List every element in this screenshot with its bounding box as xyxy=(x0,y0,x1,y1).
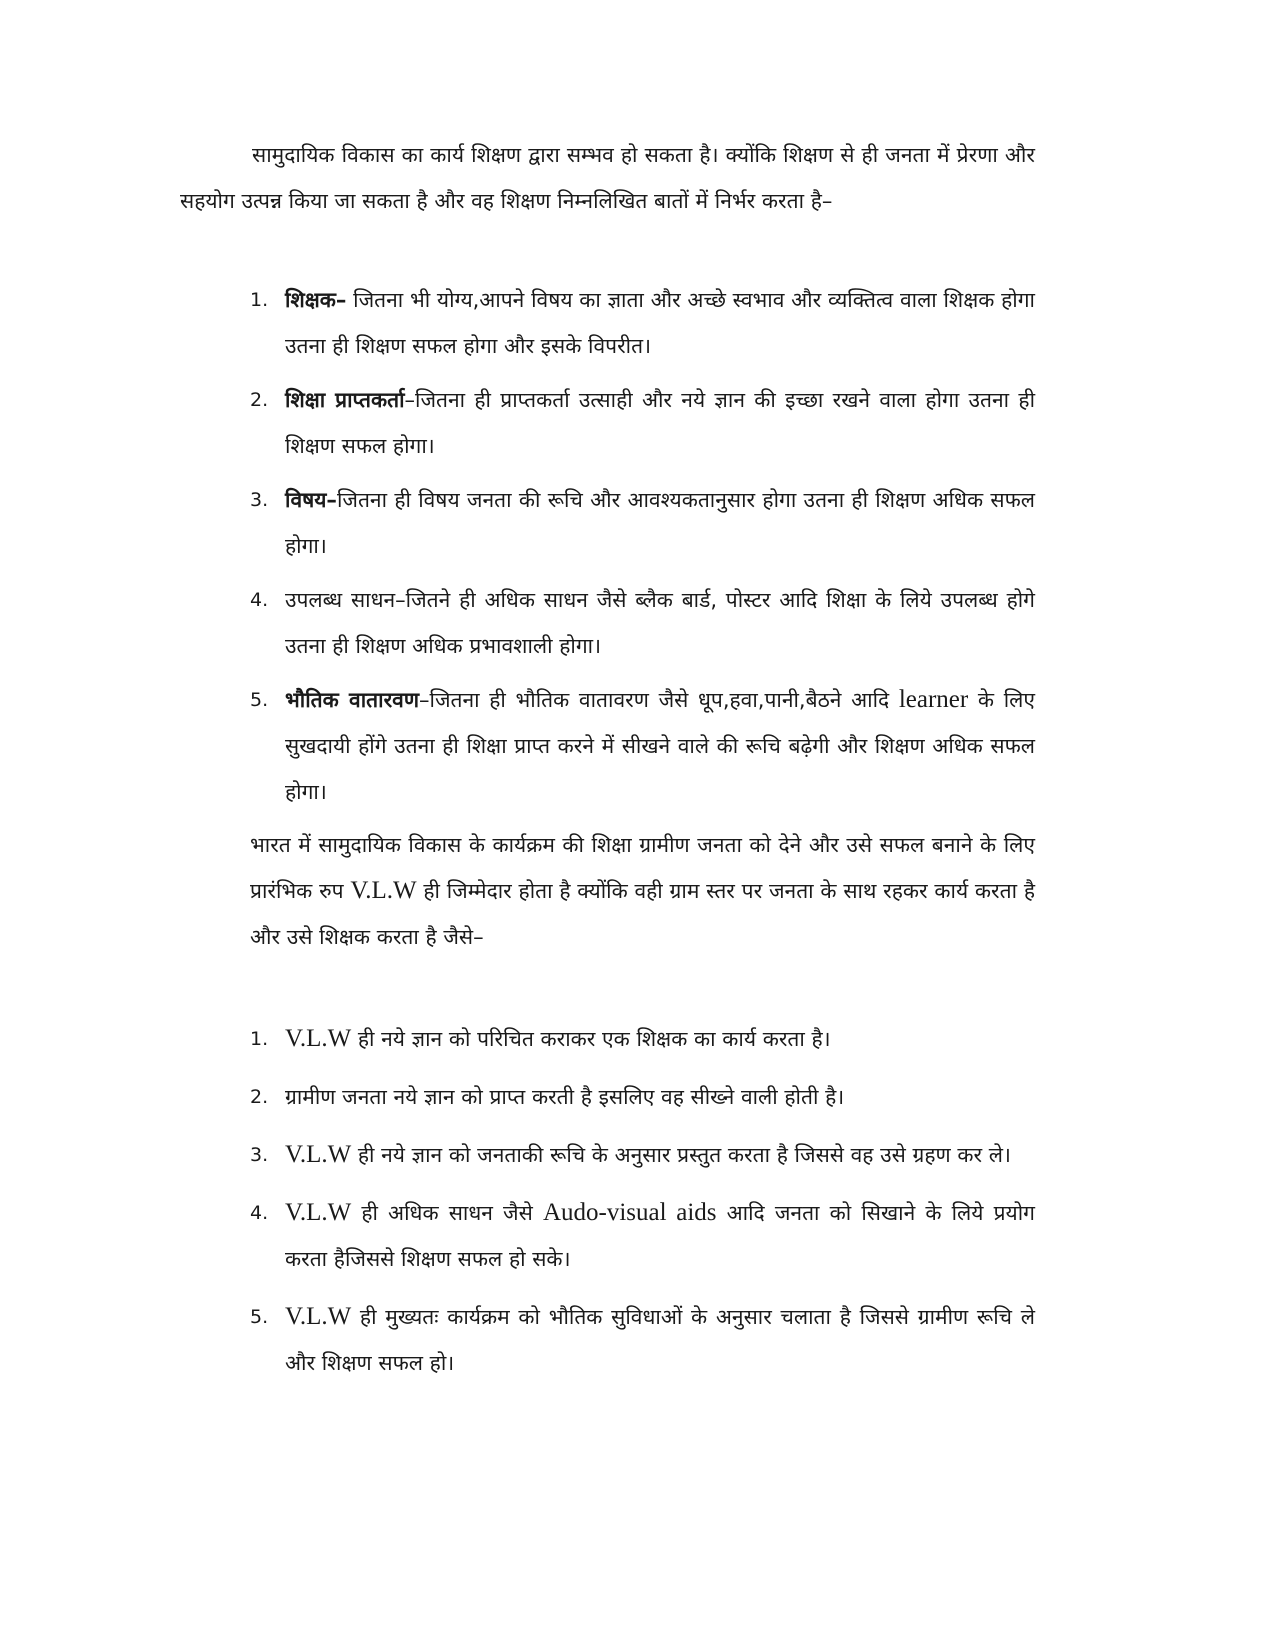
item-text-continued: आदि जनता को सिखाने के लिये प्रयोग करता हैजिससे शिक्षण सफल हो सके। xyxy=(285,1201,1035,1271)
item-text: ही नये ज्ञान को परिचित कराकर एक शिक्षक का कार्य करता है। xyxy=(351,1027,831,1051)
item-text: जितना भी योग्य,आपने विषय का ज्ञाता और अच्छे स्वभाव और व्यक्तित्व वाला शिक्षक होगा उतना ही शिक्षण सफल होगा और इसके विपरीत। xyxy=(285,288,1035,358)
item-text: –जितना ही भौतिक वातावरण जैसे धूप,हवा,पानी,बैठने आदि xyxy=(419,688,899,712)
intro-paragraph: सामुदायिक विकास का कार्य शिक्षण द्वारा सम्भव हो सकता है। क्योंकि शिक्षण से ही जनता में प्रेरणा और सहयोग उत्पन्न किया जा सकता है और वह शिक्षण निम्नलिखित बातों में निर्भर करता है– xyxy=(180,143,1035,213)
list-item xyxy=(250,577,1035,669)
item-number: 5. xyxy=(250,1306,269,1328)
item-term: भौतिक वातारवण xyxy=(285,688,420,712)
latin-term: learner xyxy=(898,686,969,713)
latin-term: V.L.W xyxy=(285,1025,352,1052)
latin-term: Audo-visual aids xyxy=(542,1199,717,1226)
item-text: ही अधिक साधन जैसे xyxy=(351,1201,543,1225)
list-item xyxy=(250,377,1035,469)
vlw-paragraph xyxy=(250,822,1035,960)
item-number: 4. xyxy=(250,589,269,611)
item-term: शिक्षा प्राप्तकर्ता xyxy=(285,388,405,412)
item-term: शिक्षक– xyxy=(285,288,347,312)
item-number: 1. xyxy=(250,1028,269,1050)
latin-term: V.L.W xyxy=(285,1303,352,1330)
item-text: जितना ही विषय जनता की रूचि और आवश्यकतानुसार होगा उतना ही शिक्षण अधिक सफल होगा। xyxy=(285,488,1035,558)
item-number: 4. xyxy=(250,1202,269,1224)
list-item xyxy=(250,1132,1035,1178)
latin-term: V.L.W xyxy=(285,1141,352,1168)
paragraph-text-continued: ही जिम्मेदार होता है क्योंकि वही ग्राम स्तर पर जनता के साथ रहकर कार्य करता है और उसे शिक्षक करता है जैसे– xyxy=(250,879,1035,949)
item-number: 1. xyxy=(250,289,269,311)
list-item xyxy=(250,277,1035,369)
list-item xyxy=(250,1016,1035,1062)
item-text: ही मुख्यतः कार्यक्रम को भौतिक सुविधाओं के अनुसार चलाता है जिससे ग्रामीण रूचि ले और शिक्षण सफल हो। xyxy=(285,1305,1035,1375)
item-number: 5. xyxy=(250,689,269,711)
item-number: 2. xyxy=(250,389,269,411)
factors-list xyxy=(250,277,1035,823)
list-item xyxy=(250,1074,1035,1120)
item-text: –जितना ही प्राप्तकर्ता उत्साही और नये ज्ञान की इच्छा रखने वाला होगा उतना ही शिक्षण सफल होगा। xyxy=(285,388,1036,458)
item-term: विषय– xyxy=(285,488,337,512)
list-item xyxy=(250,677,1035,815)
vlw-roles-list xyxy=(250,1016,1035,1398)
latin-term: V.L.W xyxy=(285,1199,352,1226)
item-number: 3. xyxy=(250,489,269,511)
item-number: 3. xyxy=(250,1144,269,1166)
list-item xyxy=(250,1190,1035,1282)
list-item xyxy=(250,477,1035,569)
item-number: 2. xyxy=(250,1086,269,1108)
item-text: ग्रामीण जनता नये ज्ञान को प्राप्त करती है इसलिए वह सीख्ने वाली होती है। xyxy=(285,1085,845,1109)
item-text: ही नये ज्ञान को जनताकी रूचि के अनुसार प्रस्तुत करता है जिससे वह उसे ग्रहण कर ले। xyxy=(351,1143,1011,1167)
item-text-continued: के लिए सुखदायी होंगे उतना ही शिक्षा प्राप्त करने में सीखने वाले की रूचि बढ़ेगी और शिक्षण अधिक सफल होगा। xyxy=(285,688,1035,804)
paragraph-text: भारत में सामुदायिक विकास के कार्यक्रम की शिक्षा ग्रामीण जनता को देने और उसे सफल बनाने के लिए प्रारंभिक रुप xyxy=(250,833,1035,903)
list-item xyxy=(250,1294,1035,1386)
latin-term: V.L.W xyxy=(350,877,417,904)
item-text: उपलब्ध साधन–जितने ही अधिक साधन जैसे ब्लैक बार्ड, पोस्टर आदि शिक्षा के लिये उपलब्ध होगे उतना ही शिक्षण अधिक प्रभावशाली होगा। xyxy=(285,588,1035,658)
